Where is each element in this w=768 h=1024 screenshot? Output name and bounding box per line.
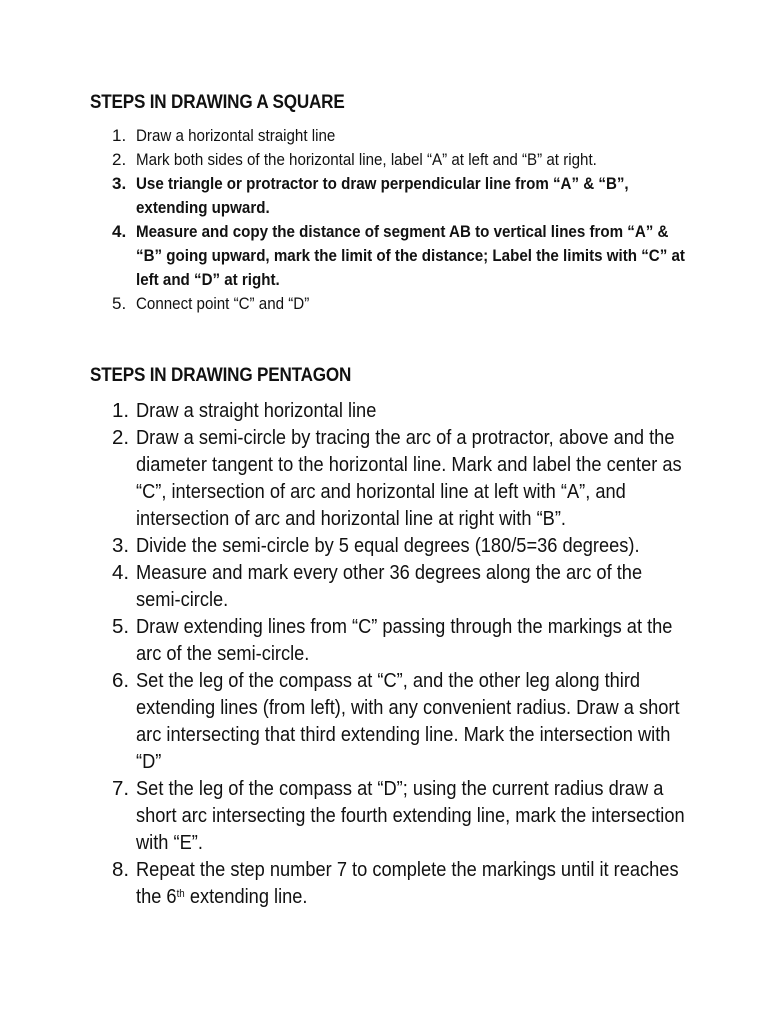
- step-text: Draw a horizontal straight line: [136, 126, 336, 145]
- list-item: [90, 397, 690, 424]
- step-number: 8.: [112, 858, 130, 881]
- square-steps-list: [90, 124, 690, 316]
- step-number: 2.: [112, 426, 130, 449]
- step-number: 6.: [112, 669, 130, 692]
- list-item: [90, 532, 690, 559]
- step-number: 7.: [112, 777, 130, 800]
- step-text: Draw extending lines from “C” passing through the markings at the arc of the semi-circle.: [136, 615, 673, 665]
- list-item: [90, 124, 690, 148]
- ordinal-superscript: th: [176, 888, 185, 900]
- list-item: [90, 775, 690, 856]
- step-text-start: Repeat the step number 7 to complete the markings until it reaches the 6: [136, 858, 679, 908]
- step-text: Draw a semi-circle by tracing the arc of a protractor, above and the diameter tangent to the horizontal line. Mark and label the center as “C”, intersection of arc and horizontal line at left with “A”, and intersection of arc and horizontal line at right with “B”.: [136, 426, 682, 530]
- step-number: 1.: [112, 126, 127, 145]
- list-item: [90, 172, 690, 220]
- step-number: 4.: [112, 222, 127, 241]
- step-number: 2.: [112, 150, 127, 169]
- list-item: [90, 856, 690, 910]
- step-number: 3.: [112, 534, 130, 557]
- step-number: 3.: [112, 174, 127, 193]
- step-text: [136, 856, 688, 910]
- step-text: Divide the semi-circle by 5 equal degrees (180/5=36 degrees).: [136, 534, 640, 557]
- list-item: [90, 220, 690, 292]
- list-item: [90, 667, 690, 775]
- step-text: Set the leg of the compass at “D”; using the current radius draw a short arc intersecting the fourth extending line, mark the intersection with “E”.: [136, 777, 685, 854]
- step-number: 4.: [112, 561, 130, 584]
- step-text: Connect point “C” and “D”: [136, 294, 310, 313]
- list-item: [90, 424, 690, 532]
- step-text-end: extending line.: [184, 885, 308, 908]
- step-text: Use triangle or protractor to draw perpendicular line from “A” & “B”, extending upward.: [136, 174, 629, 217]
- square-section-title: STEPS IN DRAWING A SQUARE: [90, 92, 345, 113]
- pentagon-section-title: STEPS IN DRAWING PENTAGON: [90, 365, 352, 386]
- step-text: Draw a straight horizontal line: [136, 399, 377, 422]
- step-number: 5.: [112, 615, 130, 638]
- step-number: 1.: [112, 399, 130, 422]
- step-text: Measure and mark every other 36 degrees along the arc of the semi-circle.: [136, 561, 643, 611]
- step-number: 5.: [112, 294, 127, 313]
- step-text: Measure and copy the distance of segment AB to vertical lines from “A” & “B” going upward, mark the limit of the distance; Label the limits with “C” at left and “D” at right.: [136, 222, 685, 289]
- list-item: [90, 292, 690, 316]
- square-steps-section: [90, 92, 690, 316]
- pentagon-steps-section: [90, 365, 690, 910]
- step-text: Set the leg of the compass at “C”, and the other leg along third extending lines (from left), with any convenient radius. Draw a short arc intersecting that third extending line. Mark the intersection with “D”: [136, 669, 680, 773]
- list-item: [90, 613, 690, 667]
- list-item: [90, 559, 690, 613]
- step-text: Mark both sides of the horizontal line, label “A” at left and “B” at right.: [136, 150, 597, 169]
- pentagon-steps-list: [90, 397, 690, 910]
- list-item: [90, 148, 690, 172]
